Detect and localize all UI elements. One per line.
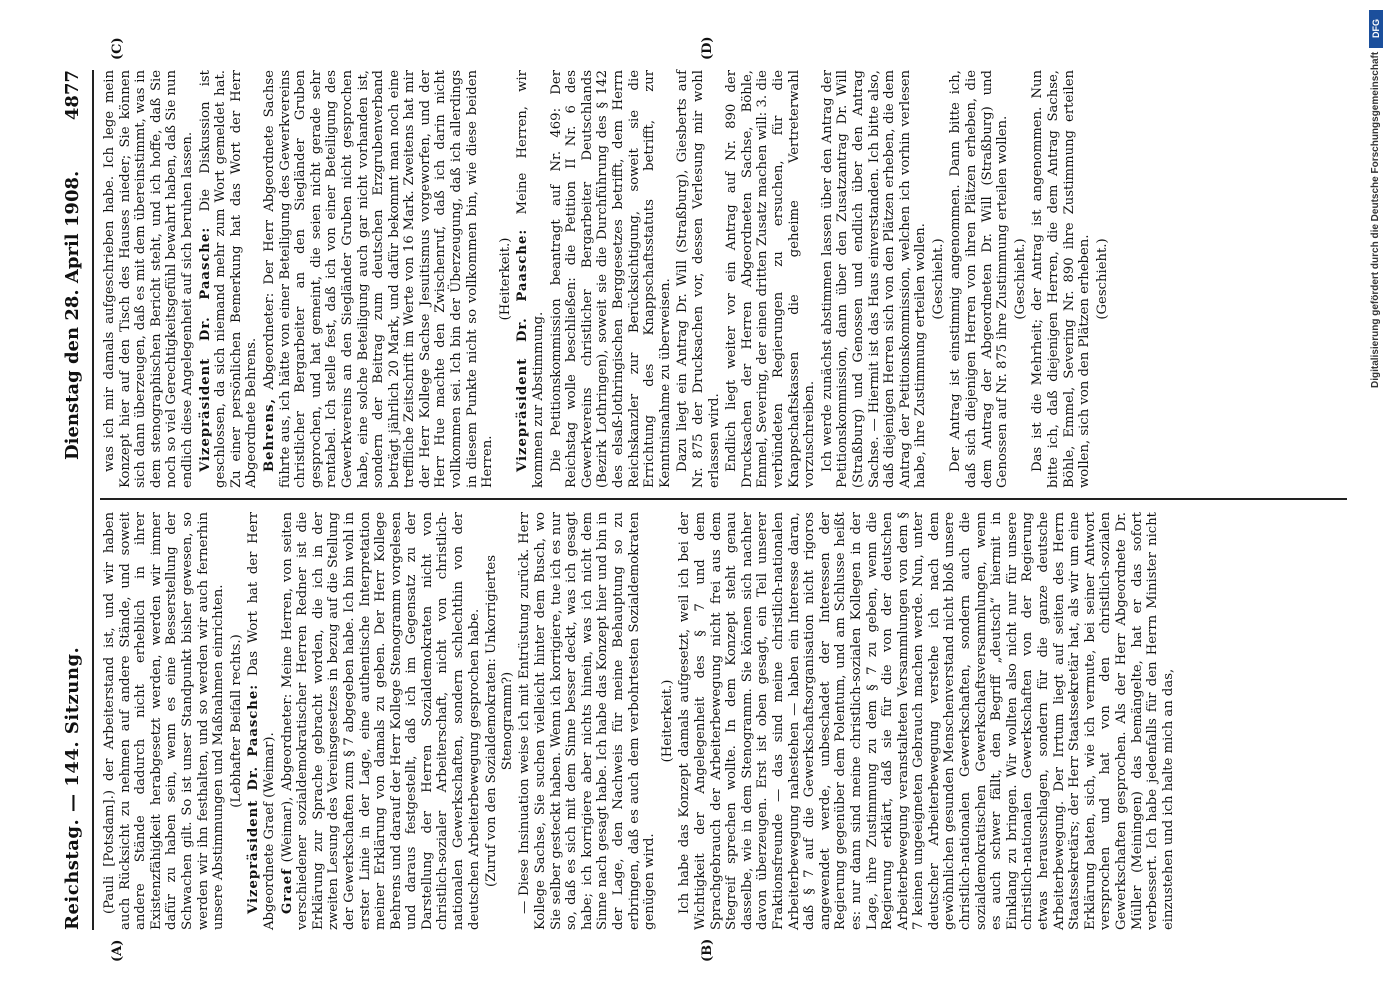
paragraph-text: (Geschieht.) [1094, 238, 1110, 320]
paragraph [677, 512, 1176, 930]
paragraph [102, 70, 196, 488]
margin-marker-d: (D) [700, 36, 715, 60]
paragraph-text: Abgeordneter: Der Herr Abgeordnete Sachse führte aus, ich hätte von einer Beteiligung des Gewerkvereins christlicher Bergarbeiter an den Siegländer Gruben gesprochen, und hat gemeint, die seien nicht gerade sehr rentabel. Ich stelle fest, daß ich von einer Beteiligung des Gewerkvereins an den Siegländer Gruben nicht gesprochen habe, eine solche Beteiligung auch gar nicht vorhanden ist, sondern der Beitrag zum deutschen Erzgrubenverband beträgt jährlich 20 Mark, und dafür bekommt man noch eine treffliche Zeitschrift im Werte von 16 Mark. Zweitens hat mir der Herr Kollege Sachse Jesuitismus vorgeworfen, und der Herr Hue machte den Zwischenruf, daß ich darin nicht vollkommen sei. Ich bin der Überzeugung, daß ich allerdings in diesem Punkte nicht so vollkommen bin, wie diese beiden Herren. [261, 70, 496, 488]
paragraph [948, 70, 1010, 488]
paragraph-text: Das ist die Mehrheit; der Antrag ist angenommen. Nun bitte ich, daß diejenigen Herren, die dem Antrag Sachse, Böhle, Emmel, Severing Nr. 890 ihre Zustimmung erteilen wollen, sich von den Plätzen erheben. [1030, 70, 1093, 488]
paragraph-text: (Pauli [Potsdam].) der Arbeiterstand ist, und wir haben auch Rücksicht zu nehmen auf andere Stände, und soweit andere Stände dadurch nicht erheblich in ihrer Existenzfähigkeit herabgesetzt werden, werden wir immer dafür zu haben sein, wenn es eine Besserstellung der Schwachen gilt. So ist unser Standpunkt bisher gewesen, so werden wir ihn festhalten, und so werden wir auch fernerhin unsere Abstimmungen und Maßnahmen einrichten. [102, 512, 227, 930]
dfg-logo: DFG [1369, 10, 1383, 48]
page-header [58, 70, 94, 930]
paragraph-text: Der Antrag ist einstimmig angenommen. Dann bitte ich, daß sich diejenigen Herren von ihren Plätzen erheben, die dem Antrag der Abgeordneten Dr. Will (Straßburg) und Genossen auf Nr. 875 ihre Zustimmung erteilen wollen. [948, 70, 1011, 488]
paragraph [517, 512, 657, 930]
paragraph [1013, 70, 1029, 488]
paragraph-text: Endlich liegt weiter vor ein Antrag auf Nr. 890 der Drucksachen der Herren Abgeordneten Sachse, Böhle, Emmel, Severing, der einen dritten Zusatz machen will: 3. die verbündeten Regierungen zu ersuchen, für die Knappschaftskassen die geheime Vertreterwahl vorzuschreiben. [724, 70, 818, 488]
paragraph [660, 512, 676, 930]
right-text-column [102, 70, 1343, 488]
paragraph [280, 512, 483, 930]
speaker-name: Vizepräsident Dr. Paasche: [197, 226, 213, 472]
paragraph-text: (Heiterkeit.) [659, 679, 675, 763]
paragraph [724, 70, 818, 488]
paragraph [1095, 70, 1111, 488]
paragraph-text: Ich werde zunächst abstimmen lassen über den Antrag der Petitionskommission, dann über den Zusatzantrag Dr. Will (Straßburg) und Genossen und endlich über den Antrag Sachse. — Hiermit ist das Haus einverstanden. Ich bitte also, daß diejenigen Herren sich von den Plätzen erheben, die dem Antrag der Petitionskommission, welchen ich vorhin verlesen habe, ihre Zustimmung erteilen wollen. [819, 70, 929, 488]
paragraph [102, 512, 227, 930]
margin-marker-b: (B) [700, 938, 715, 962]
paragraph-text: Die Petitionskommission beantragt auf Nr. 469: Der Reichstag wolle beschließen: die Petition II Nr. 6 des Gewerkvereins christlicher Bergarbeiter Deutschlands (Bezirk Lothringen), soweit sie die Durchführung des § 142 des elsaß-lothringischen Berggesetzes betrifft, dem Herrn Reichskanzler zur Berücksichtigung, soweit sie die Errichtung des Knappschaftsstatuts betrifft, zur Kenntnisnahme zu überweisen. [548, 70, 673, 488]
header-date: Dienstag den 28. April 1908. [62, 170, 83, 460]
speaker-name: Graef [279, 868, 295, 914]
paragraph-text: (Lebhafter Beifall rechts.) [228, 634, 244, 808]
paragraph [484, 512, 515, 930]
paragraph-text: — Diese Insinuation weise ich mit Entrüstung zurück. Herr Kollege Sachse, Sie suchen vielleicht hinter dem Busch, wo Sie selber gesteckt haben. Wenn ich korrigiere, tue ich es nur so, daß es sich mit dem Sinne besser deckt, was ich gesagt habe; ich korrigiere aber nichts hinein, was ich nicht dem Sinne nach gesagt habe. Ich habe das Konzept hier und bin in der Lage, den Nachweis für meine Behauptung so zu erbringen, daß es auch dem verbohrtesten Sozialdemokraten genügen wird. [517, 512, 658, 930]
margin-marker-c: (C) [110, 37, 125, 60]
paragraph [675, 70, 722, 488]
paragraph [820, 70, 929, 488]
margin-marker-a: (A) [110, 939, 125, 962]
paragraph-text: Die Diskussion ist geschlossen, da sich niemand mehr zum Wort gemeldet hat. Zu einer persönlichen Bemerkung hat das Wort der Herr Abgeordnete Behrens. [197, 70, 260, 488]
paragraph [246, 512, 277, 930]
paragraph [229, 512, 245, 930]
paragraph-text: (Zuruf von den Sozialdemokraten: Unkorrigiertes Stenogramm?) [484, 555, 515, 887]
paragraph [498, 70, 514, 488]
digitization-credit: Digitalisierung gefördert durch die Deutsche Forschungsgemeinschaft [1370, 52, 1381, 389]
paragraph-text: Dazu liegt ein Antrag Dr. Will (Straßburg), Giesberts auf Nr. 875 der Drucksachen vor, dessen Verlesung mir wohl erlassen wird. [675, 70, 722, 488]
paragraph [931, 70, 947, 488]
paragraph [262, 70, 496, 488]
paragraph [515, 70, 546, 488]
paragraph [198, 70, 260, 488]
speaker-name: Vizepräsident Dr. Paasche: [246, 683, 262, 914]
paragraph-text: (Weimar), Abgeordneter: Meine Herren, von seiten verschiedener sozialdemokratischer Herren Redner ist die Erklärung zur Sprache gebracht worden, die ich in der zweiten Lesung des Vereinsgesetzes in bezug auf die Stellung der Gewerkschaften zum § 7 abgegeben habe. Ich bin wohl in erster Linie in der Lage, eine authentische Interpretation meiner Erklärung von damals zu geben. Der Herr Kollege Behrens und darauf der Herr Kollege Stenogramm vorgelesen und daraus festgestellt, daß ich im Gegensatz zu der Darstellung der Herren Sozialdemokraten nicht von christlich-sozialer Arbeiterschaft, nicht von christlich-nationalen Gewerkschaften, sondern schlechthin von der deutschen Arbeiterbewegung gesprochen habe. [279, 512, 482, 930]
paragraph-text: (Geschieht.) [1012, 238, 1028, 320]
paragraph [1030, 70, 1092, 488]
paragraph-text: Meine Herren, wir kommen zur Abstimmung. [515, 70, 547, 488]
paragraph-text: (Geschieht.) [930, 238, 946, 320]
column-divider [100, 498, 1347, 500]
paragraph-text: Das Wort hat der Herr Abgeordnete Graef (Weimar). [246, 511, 277, 930]
left-text-column [102, 512, 1343, 930]
speaker-name: Vizepräsident Dr. Paasche: [515, 228, 531, 472]
paragraph-text: was ich mir damals aufgeschrieben habe. Ich lege mein Konzept hier auf den Tisch des Hauses nieder; Sie können sich dann überzeugen, daß es mit dem übereinstimmt, was in dem stenographischen Bericht steht, und ich hoffe, daß Sie noch so viel Gerechtigkeitsgefühl bewahrt haben, daß Sie nun endlich diese Angelegenheit auf sich beruhen lassen. [102, 70, 195, 488]
paragraph-text: (Heiterkeit.) [497, 237, 513, 321]
paragraph-text: Ich habe das Konzept damals aufgesetzt, weil ich bei der Wichtigkeit der Angelegenheit des § 7 und dem Sprachgebrauch der Arbeiterbewegung nicht frei aus dem Stegreif sprechen wollte. In dem Konzept steht genau dasselbe, wie in dem Stenogramm. Sie können sich nachher davon überzeugen. Erst ist oben gesagt, ein Teil unserer Fraktionsfreunde — das sind meine christlich-nationalen Arbeiterbewegung nahestehen — haben ein Interesse daran, daß § 7 auf die Gewerkschaftsorganisation nicht rigoros angewendet werde, unbeschadet der Interessen der Regierung gegenüber dem Polentum, und am Schlusse heißt es: nur dann sind meine christlich-sozialen Kollegen in der Lage, ihre Zustimmung zu dem § 7 zu geben, wenn die Regierung erklärt, daß sie für die von der deutschen Arbeiterbewegung veranstalteten Versammlungen von dem § 7 keinen ungeeigneten Gebrauch machen werde. Nun, unter deutscher Arbeiterbewegung verstehe ich nach dem gewöhnlichen gesunden Menschenverstand nicht bloß unsere christlich-nationalen Gewerkschaften, sondern auch die sozialdemokratischen Gewerkschaftsversammlungen, wenn es auch schwer fällt, den Begriff „deutsch“ hiermit in Einklang zu bringen. Wir wollten also nicht nur für unsere christlich-nationalen Gewerkschaften von der Regierung etwas herausschlagen, sondern für die ganze deutsche Arbeiterbewegung. Der Irrtum liegt auf seiten des Herrn Staatssekretärs; der Herr Staatssekretär hat, als wir um eine Erklärung baten, sich, wie ich vermute, bei seiner Antwort versprochen und hat von den christlich-sozialen Gewerkschaften gesprochen. Als der Herr Abgeordnete Dr. Müller (Meiningen) das bemängelte, hat er das sofort verbessert. Ich habe jedenfalls für den Herrn Minister nicht einzustehen und ich halte mich an das, [677, 512, 1176, 930]
header-title: Reichstag. — 144. Sitzung. [62, 646, 83, 930]
speaker-name: Behrens, [261, 397, 277, 472]
page-number: 4877 [62, 70, 83, 121]
paragraph [549, 70, 674, 488]
